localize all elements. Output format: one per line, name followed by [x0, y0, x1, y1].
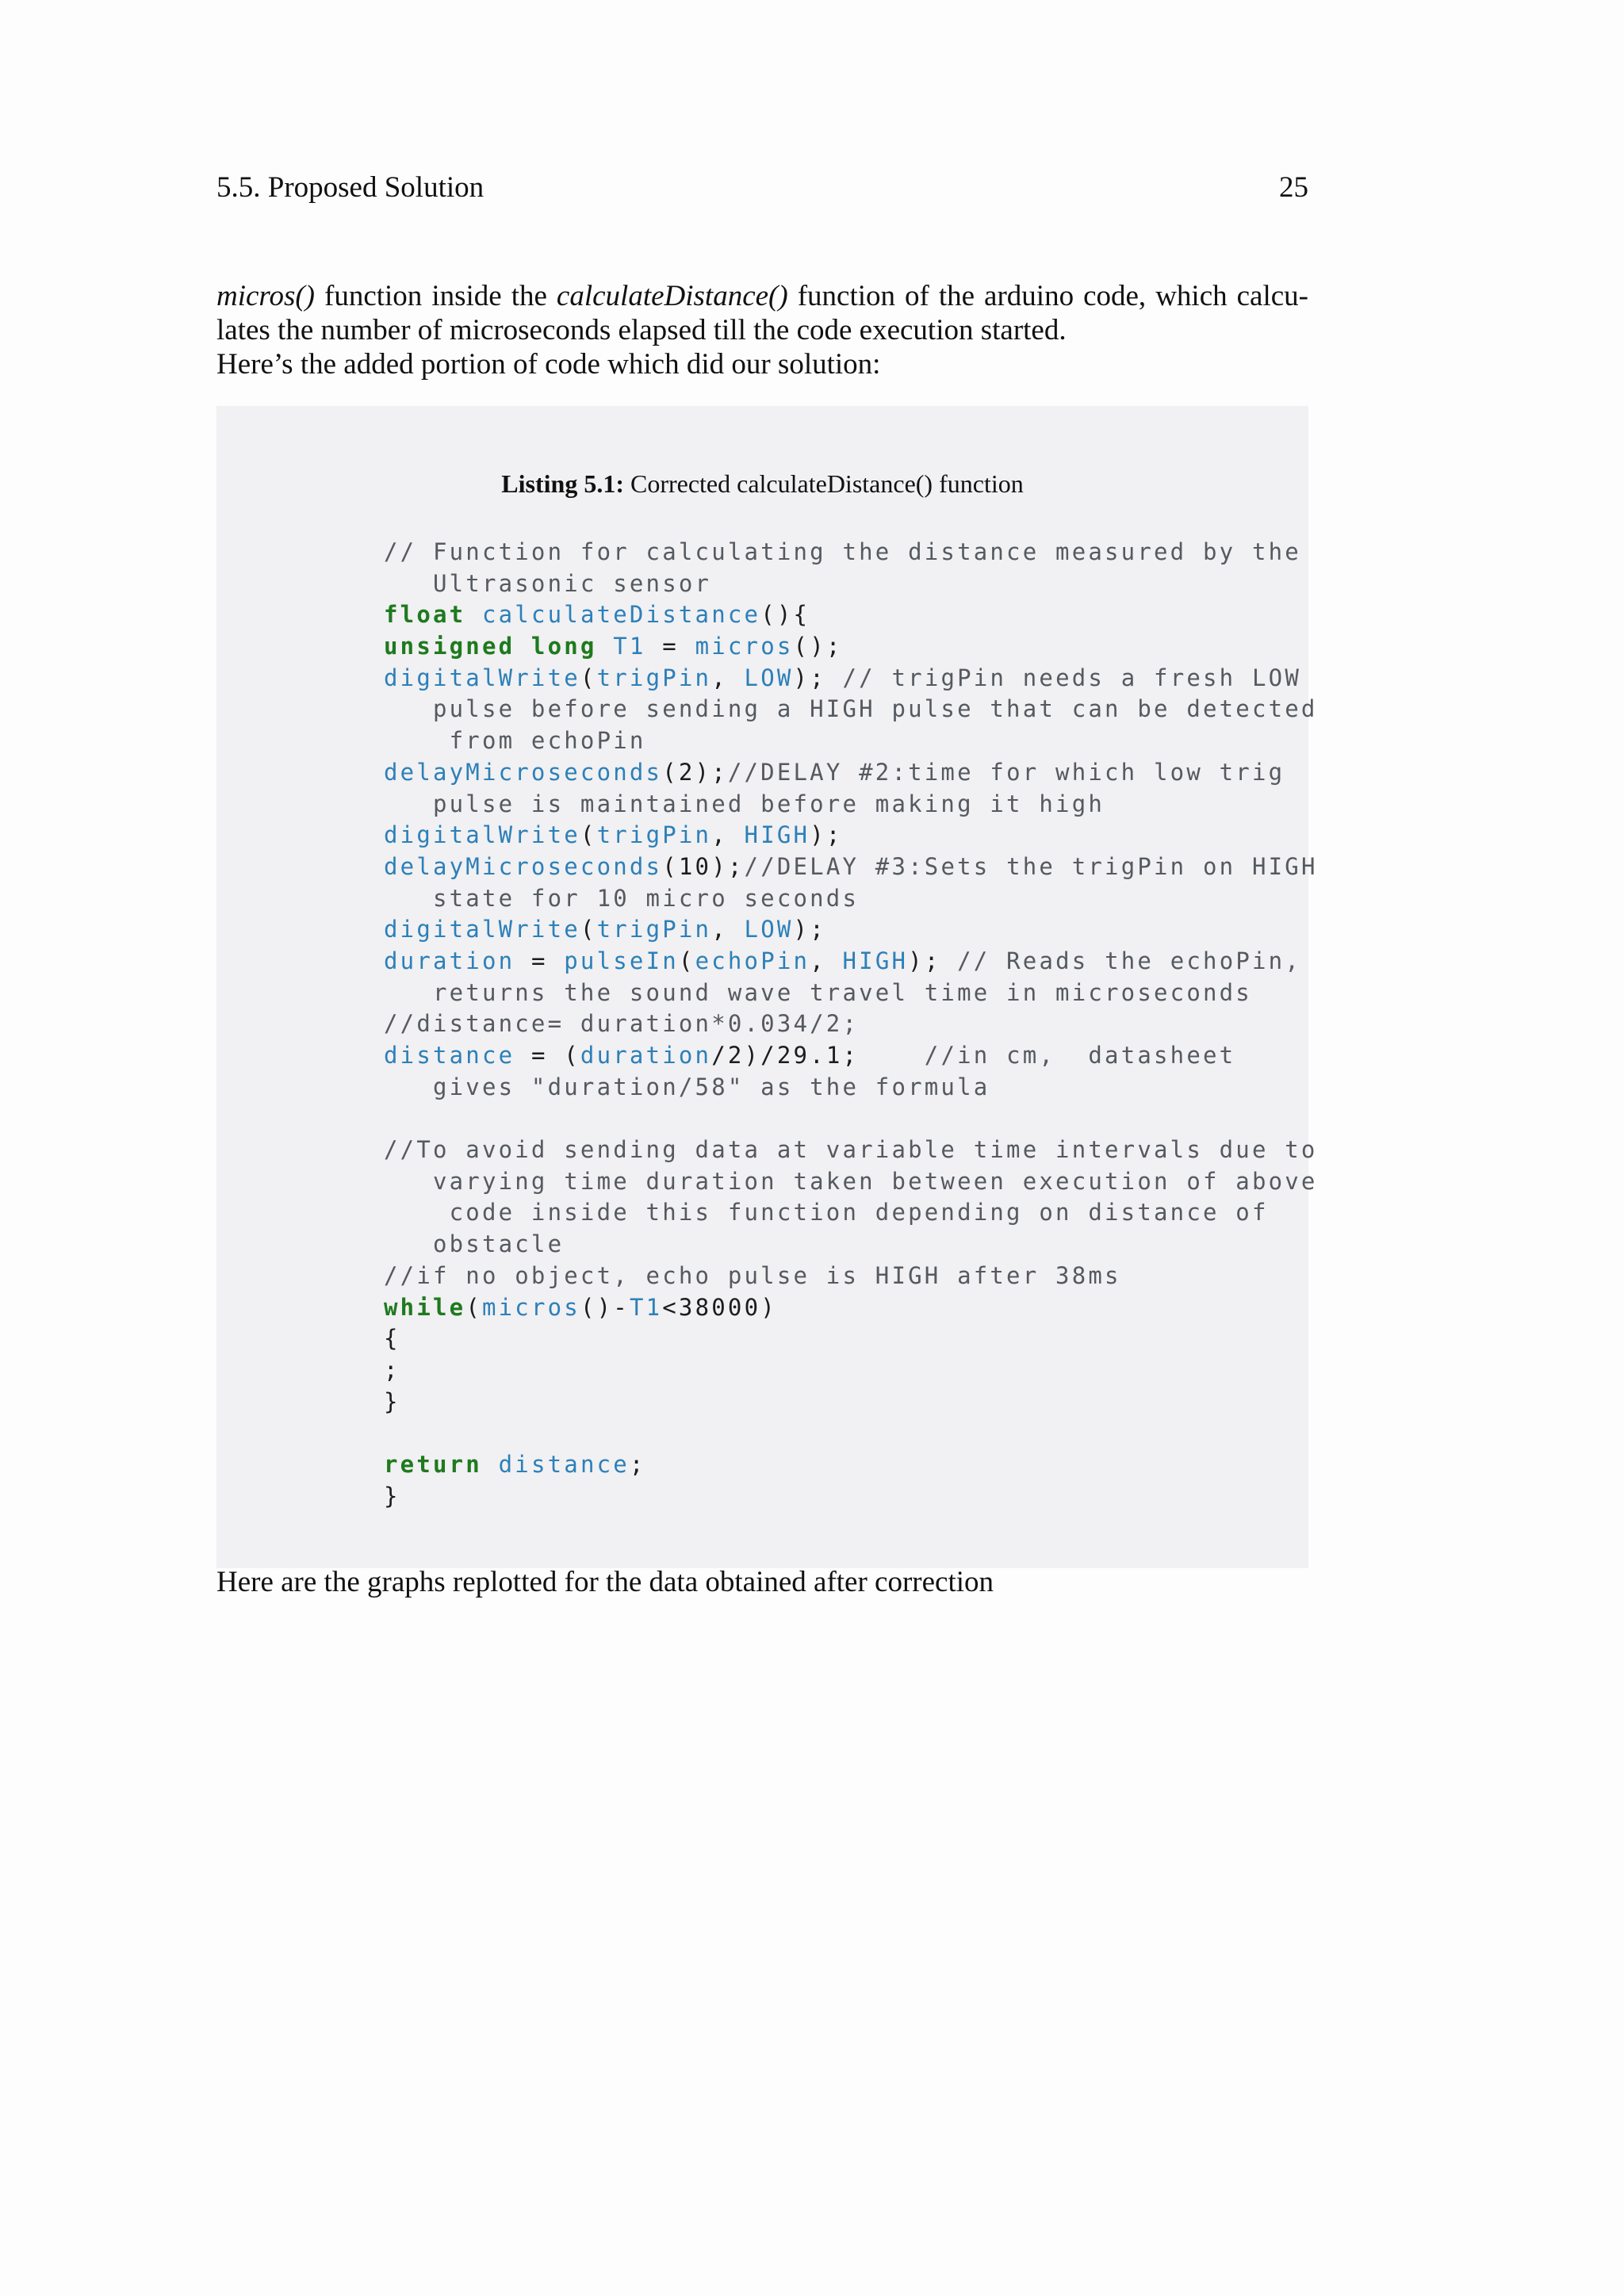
code-token-plain: ); [810, 821, 843, 849]
code-line [384, 1387, 1318, 1418]
code-token-plain: (10); [662, 852, 745, 880]
code-line [384, 663, 1318, 695]
listing-caption-label: Listing 5.1: [501, 469, 624, 498]
code-token-ident: digitalWrite [384, 821, 580, 849]
code-listing [216, 406, 1318, 1568]
paragraph-intro-line-1 [216, 279, 1308, 313]
code-token-plain: ); [793, 916, 826, 943]
code-token-plain: { [384, 1325, 400, 1353]
code-token-plain: (){ [760, 601, 810, 629]
code-token-plain: ( [465, 1293, 482, 1321]
code-token-ident: LOW [744, 664, 794, 691]
micros-function-ref: micros() [216, 280, 315, 312]
code-token-plain [597, 633, 614, 660]
code-token-comment: returns the sound wave travel time in microseconds [384, 978, 1252, 1006]
code-token-ident: digitalWrite [384, 664, 580, 691]
code-token-plain: , [711, 664, 745, 691]
code-line [384, 1008, 1318, 1040]
paragraph-code-intro: Here’s the added portion of code which did our solution: [216, 348, 881, 381]
code-token-comment: // Reads the echoPin, [957, 947, 1301, 974]
code-token-plain: ; [384, 1356, 400, 1383]
running-header-section: 5.5. Proposed Solution [216, 171, 485, 204]
code-line [384, 1135, 1318, 1166]
code-line [384, 1229, 1318, 1261]
code-line [384, 851, 1318, 883]
code-token-comment: //DELAY #3:Sets the trigPin on HIGH [744, 852, 1318, 880]
code-line [384, 1323, 1318, 1355]
code-token-plain: , [711, 916, 745, 943]
code-token-plain: } [384, 1482, 400, 1510]
code-token-comment: //in cm, datasheet [924, 1042, 1236, 1069]
code-line [384, 789, 1318, 821]
code-token-comment: Ultrasonic sensor [384, 569, 712, 597]
listing-caption [216, 469, 1308, 499]
code-line [384, 1166, 1318, 1198]
code-token-plain: , [711, 821, 745, 849]
code-line [384, 1197, 1318, 1229]
paragraph-intro [216, 279, 1308, 347]
code-token-plain: = [645, 633, 695, 660]
code-token-comment: //DELAY #2:time for which low trig [727, 758, 1285, 786]
code-token-ident: trigPin [596, 916, 712, 943]
code-token-plain: , [810, 947, 843, 974]
code-line [384, 1040, 1318, 1072]
code-line [384, 978, 1318, 1009]
code-token-keyword: return [384, 1450, 482, 1478]
page-header [216, 170, 1308, 215]
code-token-ident: delayMicroseconds [384, 758, 663, 786]
code-line [384, 694, 1318, 725]
code-token-ident: duration [580, 1042, 712, 1069]
code-token-ident: micros [481, 1293, 580, 1321]
code-line [384, 537, 1318, 568]
code-token-ident: echoPin [695, 947, 810, 974]
code-token-plain: ( [678, 947, 695, 974]
calculate-distance-ref: calculateDistance() [556, 280, 788, 312]
code-token-plain [465, 601, 482, 628]
code-line [384, 599, 1318, 631]
code-line [384, 914, 1318, 946]
code-token-ident: duration [384, 947, 515, 974]
code-token-comment: // trigPin needs a fresh LOW [842, 664, 1301, 691]
code-token-comment: varying time duration taken between execution of above [384, 1167, 1318, 1195]
code-line [384, 820, 1318, 851]
paragraph-intro-text-2: function of the arduino code, which calcu- [787, 280, 1308, 312]
code-token-comment: //distance= duration*0.034/2; [384, 1010, 860, 1038]
code-token-ident: distance [384, 1042, 515, 1069]
code-token-comment: // Function for calculating the distance measured by the [384, 538, 1301, 565]
code-line [384, 1103, 1318, 1135]
code-line [384, 1355, 1318, 1387]
code-token-ident: calculateDistance [481, 601, 761, 629]
code-line [384, 1481, 1318, 1513]
listing-caption-text: Corrected calculateDistance() function [623, 469, 1024, 498]
code-token-comment: pulse is maintained before making it high [384, 790, 1105, 817]
code-line [384, 1449, 1318, 1481]
code-line [384, 725, 1318, 757]
code-token-plain: ()- [580, 1293, 630, 1321]
code-token-plain: ( [580, 821, 597, 849]
paragraph-intro-line-2: lates the number of microseconds elapsed till the code execution started. [216, 314, 1067, 346]
code-line [384, 946, 1318, 978]
code-token-comment: pulse before sending a HIGH pulse that can be detected [384, 695, 1318, 723]
code-token-ident: LOW [744, 916, 794, 943]
code-token-comment: gives "duration/58" as the formula [384, 1073, 990, 1100]
code-token-plain: = ( [515, 1042, 580, 1069]
code-token-ident: pulseIn [564, 947, 679, 974]
code-token-plain: } [384, 1387, 400, 1415]
code-token-keyword: float [384, 601, 466, 629]
code-token-comment: obstacle [384, 1230, 565, 1258]
code-token-ident: T1 [629, 1293, 663, 1321]
code-line [384, 631, 1318, 663]
code-token-ident: trigPin [596, 821, 712, 849]
code-line [384, 757, 1318, 789]
code-token-plain: ); [793, 664, 843, 691]
code-token-plain: /2)/29.1; [711, 1042, 925, 1069]
code-line [384, 568, 1318, 600]
code-token-plain: ( [580, 916, 597, 943]
code-line [384, 1418, 1318, 1449]
code-token-plain: (); [793, 633, 843, 660]
code-token-plain: (2); [662, 758, 728, 786]
code-token-plain: ; [629, 1450, 646, 1478]
code-token-ident: delayMicroseconds [384, 852, 663, 880]
code-token-ident: T1 [613, 633, 646, 660]
code-token-ident: micros [695, 633, 794, 660]
code-token-ident: distance [498, 1450, 630, 1478]
code-token-ident: HIGH [744, 821, 810, 849]
code-token-ident: digitalWrite [384, 916, 580, 943]
code-token-plain: ( [580, 664, 597, 691]
code-line [384, 1292, 1318, 1324]
code-token-ident: HIGH [842, 947, 909, 974]
code-token-comment: code inside this function depending on distance of [384, 1199, 1269, 1226]
code-token-comment: from echoPin [384, 727, 646, 755]
code-line [384, 1261, 1318, 1292]
code-token-comment: //if no object, echo pulse is HIGH after 38ms [384, 1261, 1121, 1289]
code-token-keyword: unsigned long [384, 633, 597, 660]
code-token-plain: ); [908, 947, 958, 974]
code-token-ident: trigPin [596, 664, 712, 691]
code-token-comment: //To avoid sending data at variable time intervals due to [384, 1136, 1318, 1164]
code-token-comment: state for 10 micro seconds [384, 884, 860, 912]
code-block [384, 537, 1318, 1512]
page-number: 25 [1279, 171, 1308, 204]
code-line [384, 883, 1318, 915]
code-token-plain: = [515, 947, 565, 974]
code-token-keyword: while [384, 1293, 466, 1321]
code-token-plain: <38000) [662, 1293, 777, 1321]
code-line [384, 1072, 1318, 1104]
paragraph-intro-text: function inside the [315, 280, 557, 312]
paragraph-graphs-note: Here are the graphs replotted for the data obtained after correction [216, 1566, 994, 1598]
code-token-plain [482, 1451, 499, 1478]
